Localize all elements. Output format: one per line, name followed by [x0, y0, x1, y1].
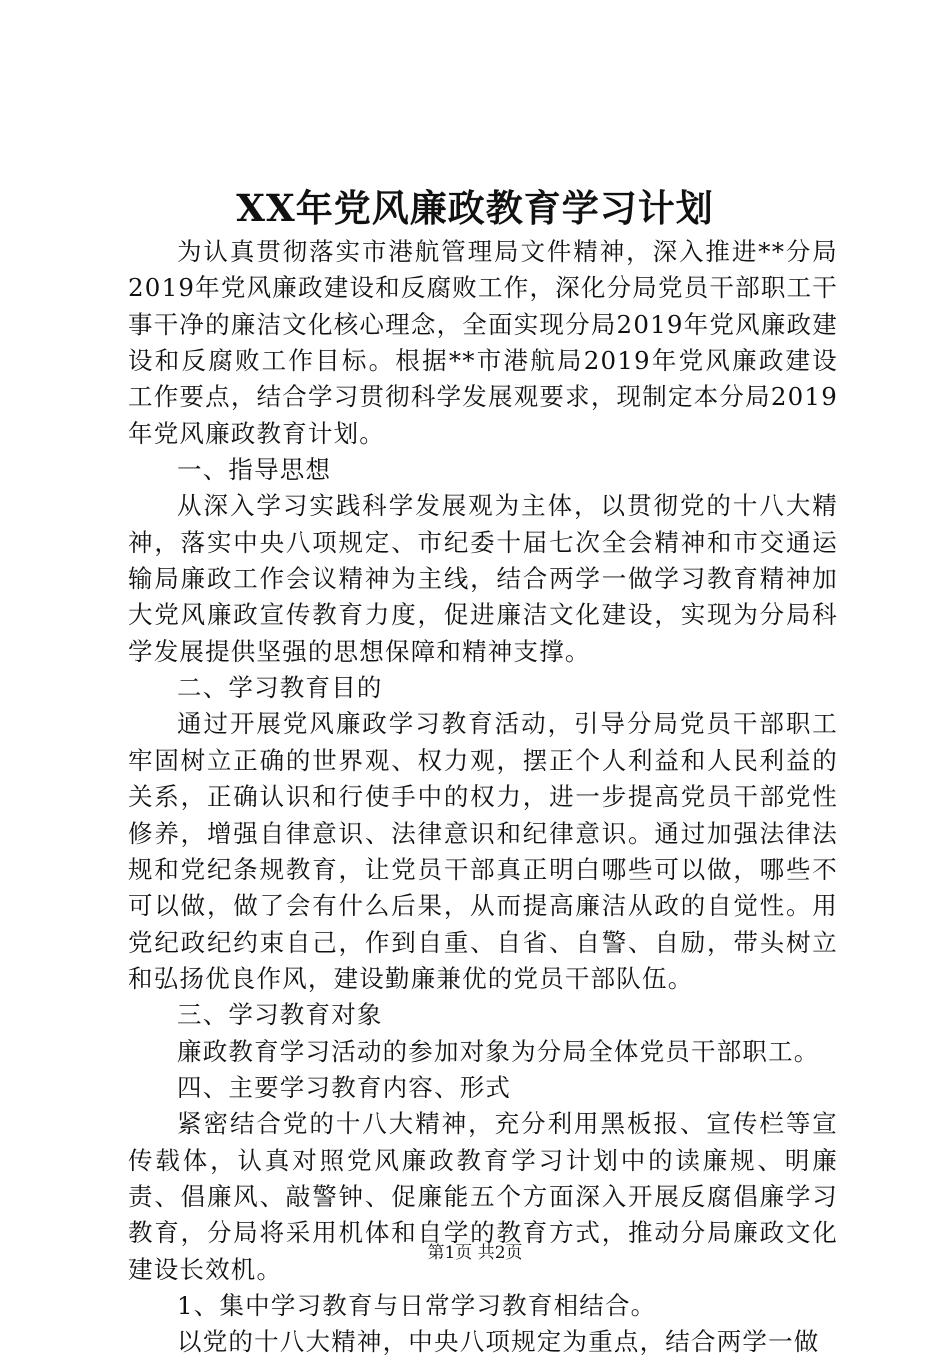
guiding-ideology-paragraph: 从深入学习实践科学发展观为主体，以贯彻党的十八大精神，落实中央八项规定、市纪委十届七次全会精神和市交通运输局廉政工作会议精神为主线，结合两学一做学习教育精神加大党风廉政宣传教育力度，促进廉洁文化建设，实现为分局科学发展提供坚强的思想保障和精神支撑。 [128, 491, 838, 666]
intro-paragraph: 为认真贯彻落实市港航管理局文件精神，深入推进**分局2019年党风廉政建设和反腐败工作，深化分局党员干部职工干事干净的廉洁文化核心理念，全面实现分局2019年党风廉政建设和反腐败工作目标。根据**市港航局2019年党风廉政建设工作要点，结合学习贯彻科学发展观要求，现制定本分局2019年党风廉政教育计划。 [128, 237, 838, 448]
study-purpose-paragraph: 通过开展党风廉政学习教育活动，引导分局党员干部职工牢固树立正确的世界观、权力观，摆正个人利益和人民利益的关系，正确认识和行使手中的权力，进一步提高党员干部党性修养，增强自律意识、法律意识和纪律意识。通过加强法律法规和党纪条规教育，让党员干部真正明白哪些可以做，哪些不可以做，做了会有什么后果，从而提高廉洁从政的自觉性。用党纪政纪约束自己，作到自重、自省、自警、自励，带头树立和弘扬优良作风，建设勤廉兼优的党员干部队伍。 [128, 709, 838, 993]
section-heading-content-form: 四、主要学习教育内容、形式 [177, 1072, 512, 1102]
content-form-paragraph: 紧密结合党的十八大精神，充分利用黑板报、宣传栏等宣传载体，认真对照党风廉政教育学习计划中的读廉规、明廉责、倡廉风、敲警钟、促廉能五个方面深入开展反腐倡廉学习教育，分局将采用机体和自学的教育方式，推动分局廉政文化建设长效机。 [128, 1109, 838, 1284]
document-title: XX年党风廉政教育学习计划 [236, 186, 714, 230]
document-body [128, 234, 838, 1361]
page-footer: 第1页 共2页 [427, 1243, 523, 1263]
subsection-1-paragraph: 以党的十八大精神，中央八项规定为重点，结合两学一做 [177, 1327, 820, 1357]
section-heading-study-purpose: 二、学习教育目的 [177, 673, 383, 703]
study-target-paragraph: 廉政教育学习活动的参加对象为分局全体党员干部职工。 [177, 1036, 820, 1066]
section-heading-study-target: 三、学习教育对象 [177, 1000, 383, 1030]
section-heading-guiding-ideology: 一、指导思想 [177, 455, 332, 485]
subsection-heading-1: 1、集中学习教育与日常学习教育相结合。 [177, 1290, 657, 1320]
